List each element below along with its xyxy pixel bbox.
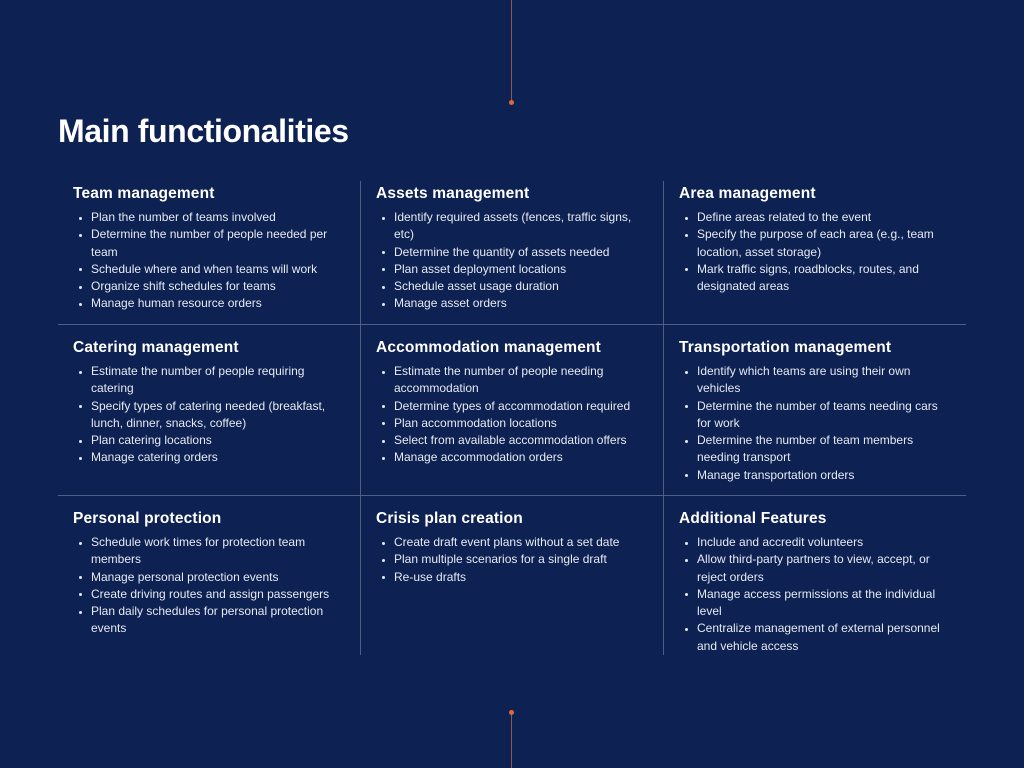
list-item: Create draft event plans without a set date — [376, 534, 649, 551]
list-item: Define areas related to the event — [679, 209, 952, 226]
list-item: Determine the number of teams needing cars for work — [679, 398, 952, 433]
section-title: Catering management — [73, 339, 239, 356]
section-personal-protection — [58, 495, 361, 655]
decorative-bottom-line — [511, 713, 512, 768]
list-item: Include and accredit volunteers — [679, 534, 952, 551]
section-title: Crisis plan creation — [376, 510, 523, 527]
page-title: Main functionalities — [58, 113, 349, 149]
list-item: Centralize management of external personnel and vehicle access — [679, 620, 952, 655]
list-item: Specify types of catering needed (breakfast, lunch, dinner, snacks, coffee) — [73, 398, 346, 433]
decorative-top-line — [511, 0, 512, 101]
list-item: Schedule asset usage duration — [376, 278, 649, 295]
feature-list — [679, 534, 952, 655]
list-item: Plan asset deployment locations — [376, 261, 649, 278]
list-item: Mark traffic signs, roadblocks, routes, and designated areas — [679, 261, 952, 296]
decorative-bottom-dot — [509, 710, 514, 715]
list-item: Estimate the number of people needing accommodation — [376, 363, 649, 398]
section-title: Area management — [679, 185, 816, 202]
features-grid — [58, 181, 966, 655]
feature-list — [679, 209, 952, 295]
section-crisis-plan-creation — [361, 495, 664, 655]
list-item: Identify required assets (fences, traffic signs, etc) — [376, 209, 649, 244]
list-item: Manage transportation orders — [679, 467, 952, 484]
list-item: Determine the number of people needed per team — [73, 226, 346, 261]
list-item: Manage access permissions at the individual level — [679, 586, 952, 621]
feature-list — [376, 534, 649, 586]
feature-list — [679, 363, 952, 484]
section-title: Accommodation management — [376, 339, 601, 356]
section-title: Assets management — [376, 185, 530, 202]
list-item: Determine types of accommodation required — [376, 398, 649, 415]
section-catering-management — [58, 324, 361, 495]
list-item: Plan daily schedules for personal protection events — [73, 603, 346, 638]
feature-list — [73, 534, 346, 638]
section-title: Team management — [73, 185, 215, 202]
list-item: Allow third-party partners to view, accept, or reject orders — [679, 551, 952, 586]
feature-list — [376, 363, 649, 467]
list-item: Determine the number of team members needing transport — [679, 432, 952, 467]
section-title: Personal protection — [73, 510, 222, 527]
section-area-management — [664, 181, 966, 324]
list-item: Re-use drafts — [376, 569, 649, 586]
list-item: Plan multiple scenarios for a single draft — [376, 551, 649, 568]
list-item: Plan accommodation locations — [376, 415, 649, 432]
list-item: Manage human resource orders — [73, 295, 346, 312]
list-item: Manage personal protection events — [73, 569, 346, 586]
section-accommodation-management — [361, 324, 664, 495]
list-item: Specify the purpose of each area (e.g., team location, asset storage) — [679, 226, 952, 261]
list-item: Manage catering orders — [73, 449, 346, 466]
feature-list — [376, 209, 649, 313]
feature-list — [73, 363, 346, 467]
feature-list — [73, 209, 346, 313]
list-item: Plan the number of teams involved — [73, 209, 346, 226]
section-additional-features — [664, 495, 966, 655]
list-item: Identify which teams are using their own vehicles — [679, 363, 952, 398]
list-item: Create driving routes and assign passengers — [73, 586, 346, 603]
decorative-top-dot — [509, 100, 514, 105]
section-title: Additional Features — [679, 510, 827, 527]
list-item: Schedule where and when teams will work — [73, 261, 346, 278]
section-assets-management — [361, 181, 664, 324]
list-item: Determine the quantity of assets needed — [376, 244, 649, 261]
list-item: Plan catering locations — [73, 432, 346, 449]
list-item: Estimate the number of people requiring catering — [73, 363, 346, 398]
section-title: Transportation management — [679, 339, 892, 356]
list-item: Manage asset orders — [376, 295, 649, 312]
list-item: Organize shift schedules for teams — [73, 278, 346, 295]
section-team-management — [58, 181, 361, 324]
list-item: Manage accommodation orders — [376, 449, 649, 466]
section-transportation-management — [664, 324, 966, 495]
list-item: Schedule work times for protection team members — [73, 534, 346, 569]
list-item: Select from available accommodation offers — [376, 432, 649, 449]
